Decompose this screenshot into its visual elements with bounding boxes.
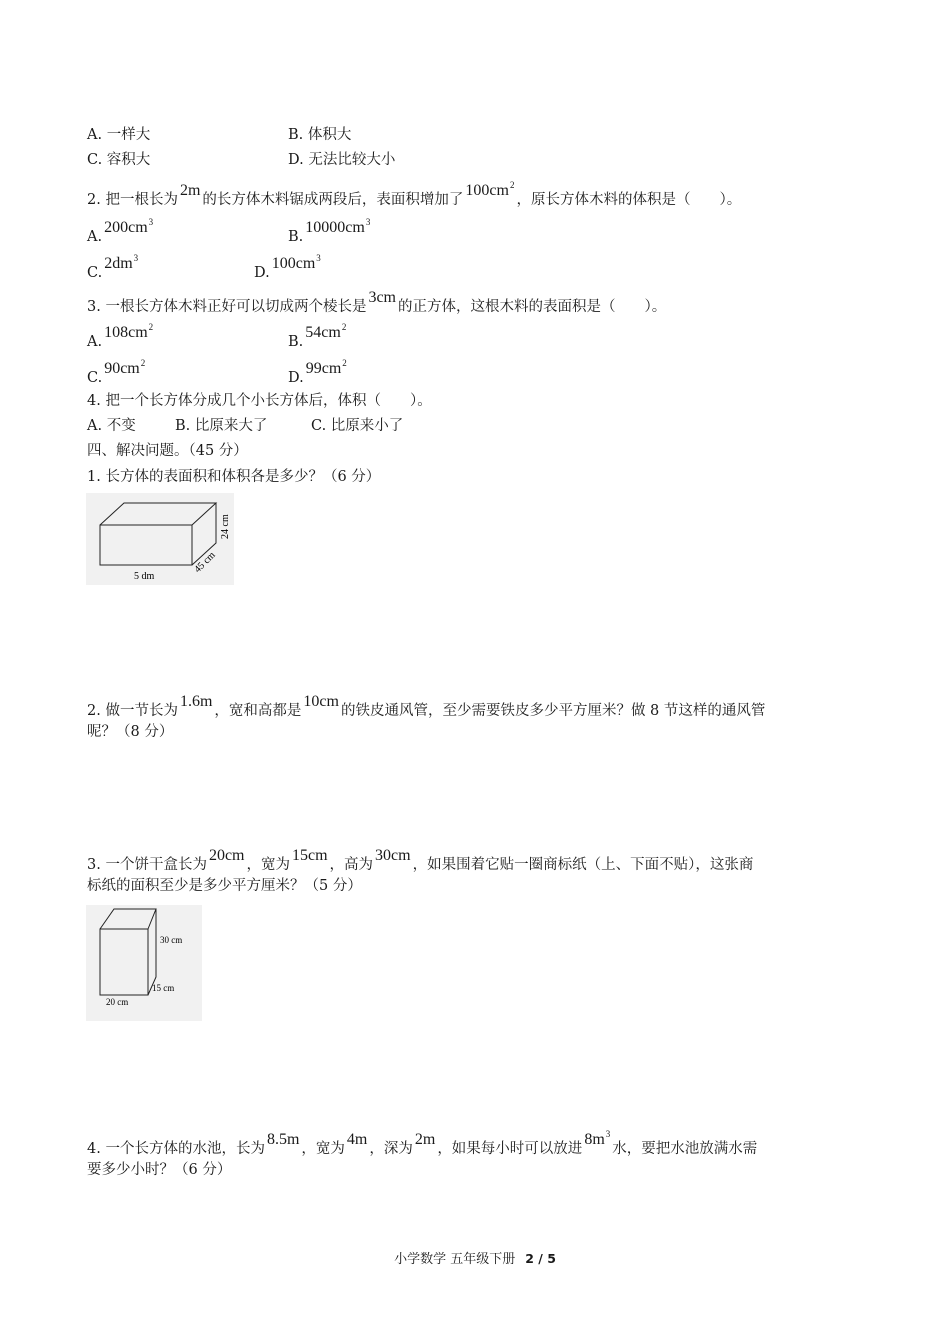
problem-4-line2: 要多少小时？（6 分） [87, 1162, 232, 1178]
fig1-length-label: 5 dm [134, 571, 155, 582]
p3-height: 30cm [375, 847, 411, 864]
cuboid-figure-1 [86, 493, 234, 585]
q4-option-c: C. 比原来小了 [311, 418, 404, 434]
p4-width: 4m [346, 1131, 368, 1148]
section-title: 四、解决问题。（45 分） [87, 443, 248, 459]
q4-option-b: B. 比原来大了 [175, 418, 268, 434]
problem-3-line2: 标纸的面积至少是多少平方厘米？（5 分） [87, 878, 362, 894]
box-top-face [100, 909, 156, 929]
p2-length: 1.6m [179, 693, 213, 710]
problem-1-text: 1. 长方体的表面积和体积各是多少？（6 分） [87, 469, 381, 485]
q2-length: 2m [179, 182, 201, 199]
problem-4-line1: 4. 一个长方体的水池，长为8.5m，宽为4m，深为2m，如果每小时可以放进$8m^3$水，要把水池放满水需 [87, 1129, 758, 1157]
q2-option-b: $B.10000cm^3$ [288, 217, 371, 245]
q3-option-c: $C.90cm^2$ [87, 358, 146, 386]
q2-area: $100cm^2$ [465, 180, 515, 199]
p3-length: 20cm [208, 847, 245, 864]
fig1-height-label: 24 cm [220, 514, 231, 539]
problem-2-line1: 2. 做一节长为1.6m，宽和高都是10cm的铁皮通风管，至少需要铁皮多少平方厘米？做 8 节这样的通风管 [87, 693, 766, 719]
q2-option-a: $A.200cm^3$ [87, 217, 154, 245]
q1-option-c: C. 容积大 [87, 152, 151, 168]
q3-length: 3cm [368, 289, 396, 306]
page-footer [0, 1248, 950, 1267]
q2-option-d: $D.100cm^3$ [254, 253, 321, 281]
p3-width: 15cm [292, 847, 328, 864]
q2-option-c: $C.2dm^3$ [87, 253, 139, 281]
q4-option-a: A. 不变 [87, 418, 136, 434]
q1-option-a: A. 一样大 [87, 127, 151, 143]
p4-length: 8.5m [266, 1131, 300, 1148]
box-front-face [100, 929, 148, 995]
p2-side: 10cm [303, 693, 339, 710]
cuboid-front-face [100, 525, 192, 565]
problem-3-line1: 3. 一个饼干盒长为20cm，宽为15cm，高为30cm，如果围着它贴一圈商标纸（上、下面不贴），这张商 [87, 847, 754, 873]
cuboid-figure-3 [86, 905, 202, 1021]
fig3-height-label: 30 cm [160, 935, 183, 945]
fig3-width-label: 15 cm [152, 983, 175, 993]
q3-option-a: $A.108cm^2$ [87, 322, 154, 350]
q4-question: 4. 把一个长方体分成几个小长方体后，体积（ ）。 [87, 393, 432, 409]
fig1-width-label: 45 cm [192, 549, 218, 576]
q3-option-b: $B.54cm^2$ [288, 322, 347, 350]
q3-question: 3. 一根长方体木料正好可以切成两个棱长是3cm的正方体，这根木料的表面积是（ ）。 [87, 289, 667, 315]
q3-option-d: $D.99cm^2$ [288, 358, 347, 386]
footer-subject: 小学数学 五年级下册 [394, 1252, 516, 1267]
page-number: 2 / 5 [525, 1251, 556, 1266]
q1-option-d: D. 无法比较大小 [288, 152, 396, 168]
p4-depth: 2m [414, 1131, 436, 1148]
q2-question: 2. 把一根长为2m的长方体木料锯成两段后，表面积增加了$100cm^2$，原长方体木料的体积是（ ）。 [87, 180, 742, 208]
problem-2-line2: 呢？（8 分） [87, 724, 174, 740]
fig3-length-label: 20 cm [106, 997, 129, 1007]
p4-rate: $8m^3$ [584, 1129, 611, 1148]
cuboid-top-face [100, 503, 216, 525]
q1-option-b: B. 体积大 [288, 127, 352, 143]
